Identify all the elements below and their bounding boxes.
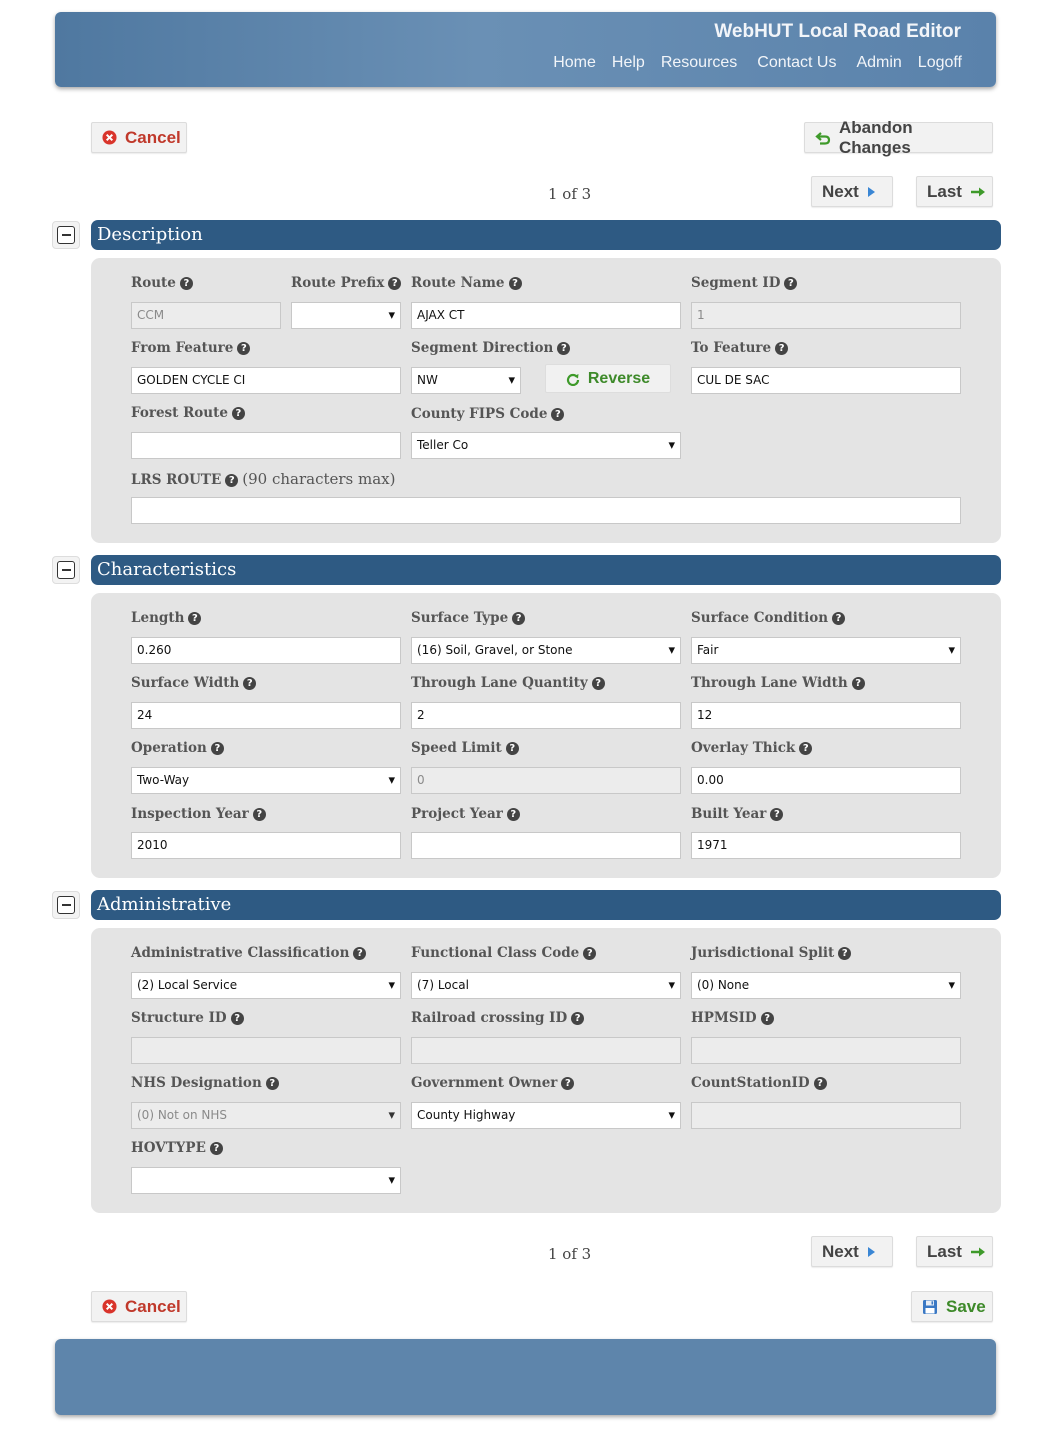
- surface-condition-select[interactable]: Fair ▾: [691, 637, 961, 664]
- help-icon[interactable]: ?: [832, 612, 845, 625]
- help-icon[interactable]: ?: [784, 277, 797, 290]
- help-icon[interactable]: ?: [775, 342, 788, 355]
- section-title-description: Description: [91, 220, 1001, 250]
- nav-help[interactable]: Help: [611, 54, 645, 71]
- next-label: Next: [822, 1241, 859, 1261]
- section-title-administrative: Administrative: [91, 890, 1001, 920]
- built-year-label: Built Year ?: [691, 806, 783, 822]
- reverse-button[interactable]: [545, 364, 671, 393]
- collapse-administrative-button[interactable]: [52, 891, 80, 919]
- route-label: Route ?: [131, 275, 193, 291]
- overlay-thick-field[interactable]: 0.00: [691, 767, 961, 794]
- help-icon[interactable]: ?: [761, 1012, 774, 1025]
- forest-route-field[interactable]: [131, 432, 401, 459]
- last-button-bottom[interactable]: [916, 1236, 993, 1267]
- segment-id-field[interactable]: 1: [691, 302, 961, 329]
- collapse-characteristics-button[interactable]: [52, 556, 80, 584]
- last-arrow-icon: [970, 1246, 986, 1258]
- route-name-label: Route Name ?: [411, 275, 522, 291]
- nav-admin[interactable]: Admin: [856, 54, 902, 71]
- route-prefix-select[interactable]: [291, 302, 401, 329]
- overlay-thick-label: Overlay Thick ?: [691, 740, 812, 756]
- county-fips-label: County FIPS Code ?: [411, 406, 564, 422]
- nav-home[interactable]: Home: [553, 54, 596, 71]
- operation-select[interactable]: Two-Way ▾: [131, 767, 401, 794]
- surface-width-field[interactable]: 24: [131, 702, 401, 729]
- hovtype-select[interactable]: [131, 1167, 401, 1194]
- forest-route-label: Forest Route ?: [131, 405, 245, 421]
- help-icon[interactable]: ?: [512, 612, 525, 625]
- help-icon[interactable]: ?: [799, 742, 812, 755]
- jurisdictional-split-label: Jurisdictional Split ?: [691, 945, 851, 961]
- length-label: Length ?: [131, 610, 201, 626]
- help-icon[interactable]: ?: [231, 1012, 244, 1025]
- government-owner-label: Government Owner ?: [411, 1075, 574, 1091]
- project-year-field[interactable]: [411, 832, 681, 859]
- to-feature-label: To Feature ?: [691, 340, 788, 356]
- help-icon[interactable]: ?: [211, 742, 224, 755]
- pager-text-top: 1 of 3: [548, 185, 592, 203]
- save-button[interactable]: [911, 1291, 993, 1322]
- to-feature-field[interactable]: CUL DE SAC: [691, 367, 961, 394]
- undo-icon: [815, 131, 831, 145]
- structure-id-field[interactable]: [131, 1037, 401, 1064]
- nhs-designation-label: NHS Designation ?: [131, 1075, 279, 1091]
- surface-width-label: Surface Width ?: [131, 675, 256, 691]
- speed-limit-label: Speed Limit ?: [411, 740, 519, 756]
- main-nav: [537, 54, 962, 72]
- help-icon[interactable]: ?: [507, 808, 520, 821]
- from-feature-field[interactable]: GOLDEN CYCLE CI: [131, 367, 401, 394]
- segment-id-label: Segment ID ?: [691, 275, 797, 291]
- inspection-year-field[interactable]: 2010: [131, 832, 401, 859]
- length-field[interactable]: 0.260: [131, 637, 401, 664]
- reverse-label: Reverse: [587, 369, 651, 387]
- minus-icon: [57, 226, 75, 244]
- functional-class-label: Functional Class Code ?: [411, 945, 596, 961]
- help-icon[interactable]: ?: [583, 947, 596, 960]
- speed-limit-field[interactable]: 0: [411, 767, 681, 794]
- cancel-icon: [102, 130, 117, 145]
- help-icon[interactable]: ?: [243, 677, 256, 690]
- collapse-description-button[interactable]: [52, 221, 80, 249]
- last-label: Last: [927, 1241, 962, 1261]
- help-icon[interactable]: ?: [253, 808, 266, 821]
- help-icon[interactable]: ?: [266, 1077, 279, 1090]
- project-year-label: Project Year ?: [411, 806, 520, 822]
- functional-class-select[interactable]: (7) Local ▾: [411, 972, 681, 999]
- last-arrow-icon: [970, 186, 986, 198]
- help-icon[interactable]: ?: [180, 277, 193, 290]
- reverse-icon: [566, 372, 580, 386]
- surface-type-label: Surface Type ?: [411, 610, 525, 626]
- next-arrow-icon: [867, 186, 876, 198]
- help-icon[interactable]: ?: [551, 408, 564, 421]
- admin-class-select[interactable]: (2) Local Service ▾: [131, 972, 401, 999]
- section-title-characteristics: Characteristics: [91, 555, 1001, 585]
- operation-label: Operation ?: [131, 740, 224, 756]
- jurisdictional-split-select[interactable]: (0) None ▾: [691, 972, 961, 999]
- minus-icon: [57, 896, 75, 914]
- minus-icon: [57, 561, 75, 579]
- count-station-id-field[interactable]: [691, 1102, 961, 1129]
- help-icon[interactable]: ?: [509, 277, 522, 290]
- nav-logoff[interactable]: Logoff: [917, 54, 962, 71]
- help-icon[interactable]: ?: [353, 947, 366, 960]
- help-icon[interactable]: ?: [232, 407, 245, 420]
- help-icon[interactable]: ?: [592, 677, 605, 690]
- route-prefix-label: Route Prefix ?: [291, 275, 401, 291]
- county-fips-select[interactable]: Teller Co ▾: [411, 432, 681, 459]
- floppy-disk-icon: [922, 1299, 938, 1315]
- help-icon[interactable]: ?: [388, 277, 401, 290]
- route-name-field[interactable]: AJAX CT: [411, 302, 681, 329]
- from-feature-label: From Feature ?: [131, 340, 250, 356]
- help-icon[interactable]: ?: [838, 947, 851, 960]
- help-icon[interactable]: ?: [561, 1077, 574, 1090]
- through-lane-quantity-field[interactable]: 2: [411, 702, 681, 729]
- pager-text-bottom: 1 of 3: [548, 1245, 592, 1263]
- lrs-route-label: LRS ROUTE ? (90 characters max): [131, 470, 396, 488]
- segment-direction-select[interactable]: NW ▾: [411, 367, 521, 394]
- footer-banner: [55, 1339, 996, 1415]
- government-owner-select[interactable]: County Highway ▾: [411, 1102, 681, 1129]
- help-icon[interactable]: ?: [557, 342, 570, 355]
- help-icon[interactable]: ?: [571, 1012, 584, 1025]
- app-title: WebHUT Local Road Editor: [714, 21, 961, 42]
- hovtype-label: HOVTYPE ?: [131, 1140, 223, 1156]
- help-icon[interactable]: ?: [237, 342, 250, 355]
- next-label: Next: [822, 181, 859, 201]
- hpmsid-label: HPMSID ?: [691, 1010, 774, 1026]
- cancel-label: Cancel: [125, 1296, 181, 1316]
- header-banner: [55, 12, 996, 87]
- railroad-crossing-id-field[interactable]: [411, 1037, 681, 1064]
- abandon-changes-label: Abandon Changes: [839, 117, 913, 157]
- help-icon[interactable]: ?: [852, 677, 865, 690]
- help-icon[interactable]: ?: [188, 612, 201, 625]
- save-label: Save: [946, 1296, 986, 1316]
- help-icon[interactable]: ?: [814, 1077, 827, 1090]
- help-icon[interactable]: ?: [770, 808, 783, 821]
- nav-resources[interactable]: Resources: [660, 54, 738, 71]
- count-station-id-label: CountStationID ?: [691, 1075, 827, 1091]
- next-button-top[interactable]: [811, 176, 893, 207]
- through-lane-width-field[interactable]: 12: [691, 702, 961, 729]
- last-label: Last: [927, 181, 962, 201]
- cancel-label: Cancel: [125, 127, 181, 147]
- help-icon[interactable]: ?: [225, 474, 238, 487]
- nav-contact-us[interactable]: Contact Us: [757, 54, 837, 71]
- last-button-top[interactable]: [916, 176, 993, 207]
- cancel-icon: [102, 1299, 117, 1314]
- help-icon[interactable]: ?: [506, 742, 519, 755]
- segment-direction-label: Segment Direction ?: [411, 340, 570, 356]
- lrs-route-field[interactable]: [131, 497, 961, 524]
- admin-class-label: Administrative Classification ?: [131, 945, 366, 961]
- abandon-changes-button[interactable]: [804, 117, 993, 157]
- inspection-year-label: Inspection Year ?: [131, 806, 266, 822]
- hpmsid-field[interactable]: [691, 1037, 961, 1064]
- built-year-field[interactable]: 1971: [691, 832, 961, 859]
- through-lane-quantity-label: Through Lane Quantity ?: [411, 675, 605, 691]
- nhs-designation-select[interactable]: (0) Not on NHS ▾: [131, 1102, 401, 1129]
- surface-type-select[interactable]: (16) Soil, Gravel, or Stone ▾: [411, 637, 681, 664]
- railroad-crossing-id-label: Railroad crossing ID ?: [411, 1010, 584, 1026]
- structure-id-label: Structure ID ?: [131, 1010, 244, 1026]
- surface-condition-label: Surface Condition ?: [691, 610, 845, 626]
- cancel-button-bottom[interactable]: [91, 1291, 187, 1322]
- cancel-button-top[interactable]: [91, 122, 187, 153]
- next-arrow-icon: [867, 1246, 876, 1258]
- through-lane-width-label: Through Lane Width ?: [691, 675, 865, 691]
- route-field[interactable]: CCM: [131, 302, 281, 329]
- help-icon[interactable]: ?: [210, 1142, 223, 1155]
- next-button-bottom[interactable]: [811, 1236, 893, 1267]
